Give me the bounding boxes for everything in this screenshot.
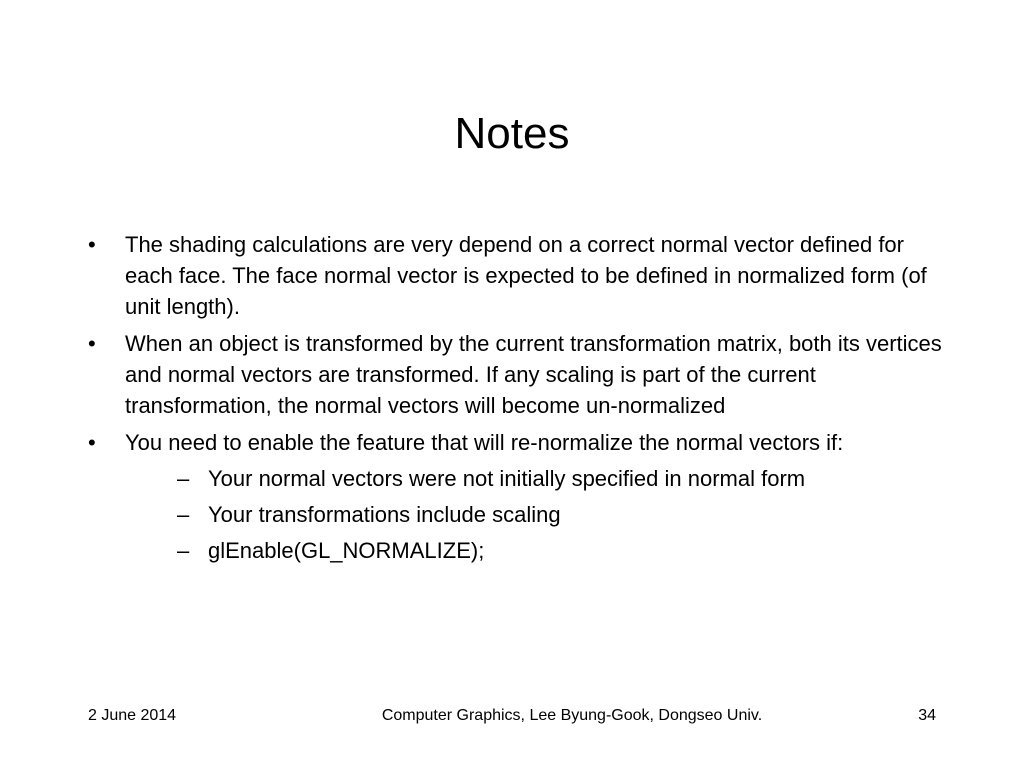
slide-body — [88, 229, 948, 572]
sub-bullet-text: glEnable(GL_NORMALIZE); — [208, 538, 485, 563]
bullet-text: The shading calculations are very depend on a correct normal vector defined for each face. The face normal vector is expected to be defined in normalized form (of unit length). — [125, 232, 927, 319]
footer-page-number: 34 — [918, 707, 936, 724]
sub-bullet-text: Your normal vectors were not initially specified in normal form — [208, 466, 806, 491]
sub-bullet-item — [125, 463, 948, 494]
bullet-item — [88, 229, 948, 322]
bullet-marker: • — [88, 430, 96, 455]
footer-course: Computer Graphics, Lee Byung-Gook, Dongseo Univ. — [381, 707, 763, 724]
bullet-item — [88, 427, 948, 566]
bullet-marker: • — [88, 232, 96, 257]
bullet-item — [88, 328, 948, 421]
bullet-text: When an object is transformed by the current transformation matrix, both its vertices and normal vectors are transformed. If any scaling is part of the current transformation, the normal vectors will become un-normalized — [125, 331, 942, 418]
sub-bullet-marker: – — [177, 502, 190, 527]
slide-title: Notes — [454, 109, 570, 158]
sub-bullet-marker: – — [177, 538, 190, 563]
bullet-marker: • — [88, 331, 96, 356]
sub-bullet-item — [125, 535, 948, 566]
sub-bullet-text: Your transformations include scaling — [208, 502, 561, 527]
sub-bullet-item — [125, 499, 948, 530]
bullet-text: You need to enable the feature that will re-normalize the normal vectors if: — [125, 430, 844, 455]
sub-bullet-marker: – — [177, 466, 190, 491]
footer-date: 2 June 2014 — [88, 707, 177, 724]
